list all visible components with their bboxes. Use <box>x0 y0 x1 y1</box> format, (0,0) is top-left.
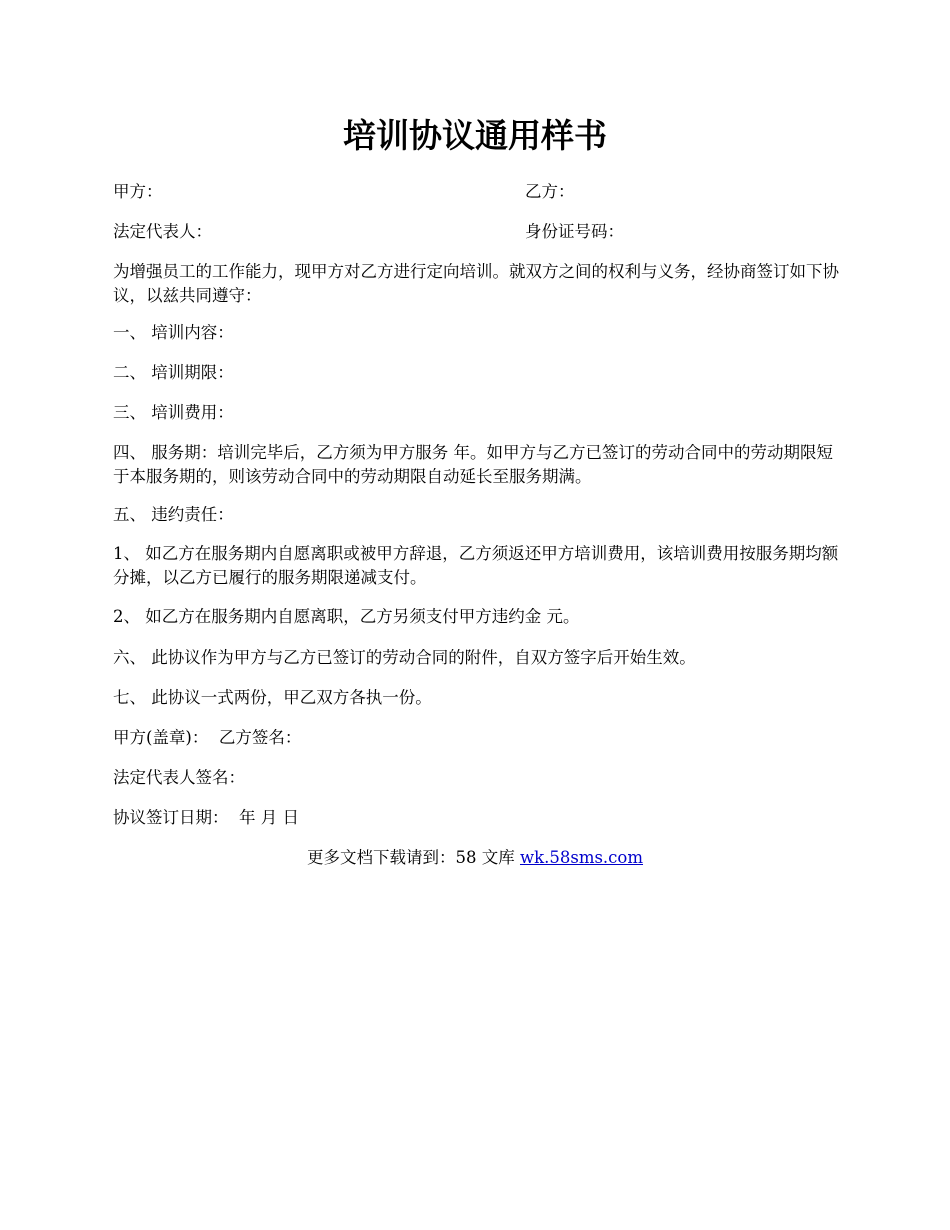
clause-5: 五、 违约责任： <box>113 505 234 524</box>
party-row <box>113 180 841 204</box>
party-b-label: 乙方： <box>525 182 575 201</box>
clause-5-item-2: 2、 如乙方在服务期内自愿离职，乙方另须支付甲方违约金 元。 <box>113 607 580 626</box>
clause-2: 二、 培训期限： <box>113 363 234 382</box>
rep-row <box>113 220 841 244</box>
clause-4: 四、 服务期：培训完毕后，乙方须为甲方服务 年。如甲方与乙方已签订的劳动合同中的劳动期限短于本服务期的，则该劳动合同中的劳动期限自动延长至服务期满。 <box>113 443 833 486</box>
legal-rep-signature: 法定代表人签名： <box>113 768 245 787</box>
footer-text: 更多文档下载请到：58 文库 <box>306 848 520 867</box>
legal-rep-label: 法定代表人： <box>113 222 212 241</box>
clause-3: 三、 培训费用： <box>113 403 234 422</box>
document-title: 培训协议通用样书 <box>343 116 607 155</box>
clause-5-item-1: 1、 如乙方在服务期内自愿离职或被甲方辞退，乙方须返还甲方培训费用，该培训费用按服务期均额分摊，以乙方已履行的服务期限递减支付。 <box>113 544 839 587</box>
clause-6: 六、 此协议作为甲方与乙方已签订的劳动合同的附件，自双方签字后开始生效。 <box>113 648 696 667</box>
clause-7: 七、 此协议一式两份，甲乙双方各执一份。 <box>113 688 432 707</box>
intro-paragraph: 为增强员工的工作能力，现甲方对乙方进行定向培训。就双方之间的权利与义务，经协商签订如下协议，以兹共同遵守： <box>113 262 839 305</box>
sign-date: 协议签订日期： 年 月 日 <box>113 808 299 827</box>
clause-1: 一、 培训内容： <box>113 323 234 342</box>
signature-line: 甲方(盖章)： 乙方签名： <box>113 728 302 747</box>
party-a-label: 甲方： <box>113 182 163 201</box>
footer-link[interactable]: wk.58sms.com <box>519 848 643 867</box>
id-number-label: 身份证号码： <box>525 222 624 241</box>
footer <box>0 846 950 870</box>
